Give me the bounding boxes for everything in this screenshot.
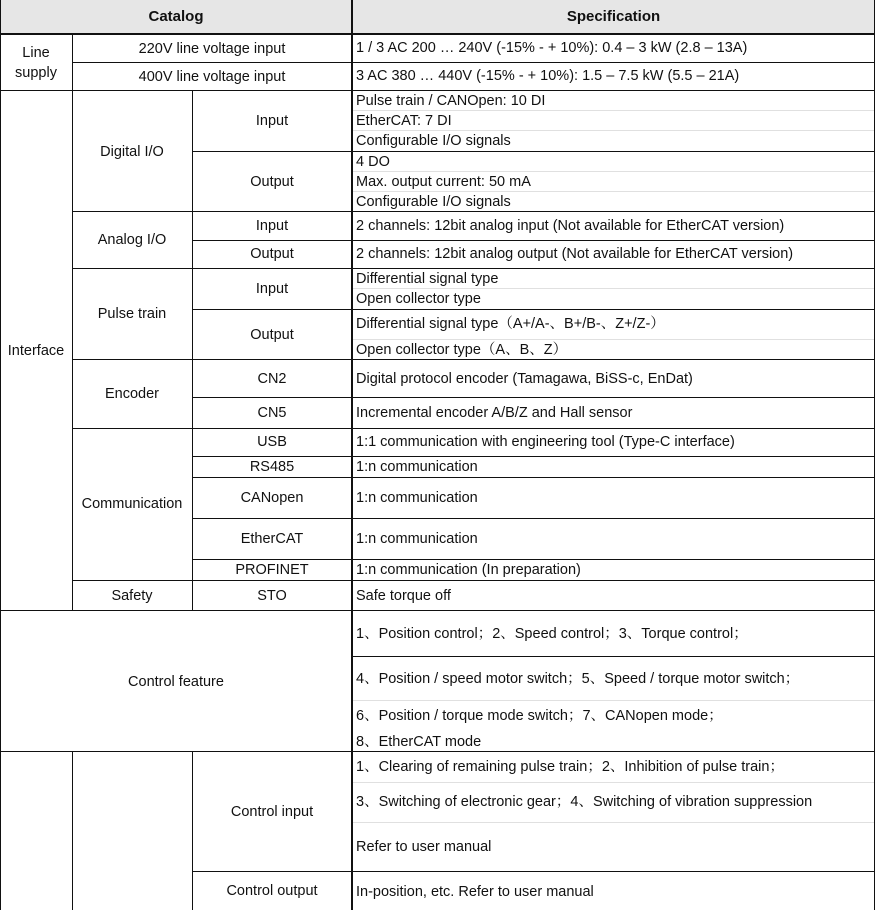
encoder-cn2-label: CN2 — [257, 371, 287, 387]
grid-line — [351, 0, 353, 910]
control-input-line: Refer to user manual — [356, 839, 492, 855]
interface-label: Interface — [7, 343, 65, 359]
digital-output-spec-line: Max. output current: 50 mA — [356, 174, 531, 190]
pulse-input-spec-line: Differential signal type — [356, 271, 499, 287]
grid-line — [192, 91, 193, 611]
comm-usb-label: USB — [257, 434, 287, 450]
grid-line — [192, 752, 193, 910]
line-supply-220v-label: 220V line voltage input — [138, 41, 286, 57]
comm-canopen-spec: 1:n communication — [356, 490, 478, 506]
grid-line — [72, 752, 73, 910]
line-supply-400v-label: 400V line voltage input — [138, 69, 286, 85]
pulse-input-spec-line: Open collector type — [356, 291, 481, 307]
comm-profinet-label: PROFINET — [235, 561, 309, 578]
digital-io-output-label: Output — [250, 173, 294, 190]
digital-input-spec-line: Pulse train / CANOpen: 10 DI — [356, 93, 546, 109]
comm-canopen-label: CANopen — [240, 490, 304, 506]
digital-input-spec-line: Configurable I/O signals — [356, 133, 511, 149]
row-divider — [353, 171, 874, 172]
grid-line — [352, 656, 875, 657]
grid-line — [72, 35, 73, 611]
comm-ethercat-spec: 1:n communication — [356, 531, 478, 547]
safety-sto-label: STO — [257, 587, 287, 604]
pulse-output-spec-line: Differential signal type（A+/A-、B+/B-、Z+/Z-） — [356, 316, 665, 332]
row-divider — [353, 782, 874, 783]
comm-usb-spec: 1:1 communication with engineering tool (Type-C interface) — [356, 434, 735, 450]
control-feature-line: 8、EtherCAT mode — [356, 734, 482, 750]
header-specification: Specification — [352, 0, 875, 33]
row-divider — [353, 822, 874, 823]
comm-ethercat-label: EtherCAT — [240, 531, 304, 547]
pulse-train-input-label: Input — [255, 280, 289, 297]
pulse-train-output-label: Output — [250, 326, 294, 343]
line-supply-label: Line supply — [15, 45, 57, 81]
digital-output-spec-line: Configurable I/O signals — [356, 194, 511, 210]
comm-profinet-spec: 1:n communication (In preparation) — [356, 562, 581, 578]
grid-line — [72, 62, 875, 63]
analog-input-spec: 2 channels: 12bit analog input (Not available for EtherCAT version) — [356, 218, 785, 234]
grid-line — [192, 871, 875, 872]
grid-line — [192, 240, 875, 241]
grid-line — [192, 397, 875, 398]
grid-line — [0, 751, 875, 752]
grid-line — [0, 33, 875, 35]
grid-line — [192, 151, 875, 152]
encoder-label: Encoder — [104, 386, 159, 402]
communication-label: Communication — [81, 496, 183, 512]
safety-spec: Safe torque off — [356, 588, 451, 604]
encoder-cn5-spec: Incremental encoder A/B/Z and Hall sensor — [356, 405, 633, 421]
control-output-label: Control output — [226, 883, 318, 899]
grid-line — [0, 0, 1, 910]
analog-output-spec: 2 channels: 12bit analog output (Not available for EtherCAT version) — [356, 246, 794, 262]
row-divider — [353, 288, 874, 289]
encoder-cn5-label: CN5 — [257, 405, 287, 421]
pulse-train-label: Pulse train — [97, 306, 167, 322]
digital-io-input-label: Input — [255, 113, 289, 129]
digital-input-spec-line: EtherCAT: 7 DI — [356, 113, 452, 129]
control-feature-label: Control feature — [128, 673, 224, 690]
grid-line — [0, 90, 875, 91]
grid-line — [192, 456, 875, 457]
safety-label: Safety — [111, 587, 153, 604]
grid-line — [0, 610, 875, 611]
grid-line — [192, 309, 875, 310]
row-divider — [353, 130, 874, 131]
row-divider — [353, 110, 874, 111]
comm-rs485-label: RS485 — [249, 458, 295, 475]
analog-io-output-label: Output — [250, 246, 294, 262]
grid-line — [192, 559, 875, 560]
row-divider — [353, 700, 874, 701]
grid-line — [192, 477, 875, 478]
digital-output-spec-line: 4 DO — [356, 154, 390, 170]
control-input-line: 3、Switching of electronic gear；4、Switching of vibration suppression — [356, 794, 813, 810]
control-input-line: 1、Clearing of remaining pulse train；2、Inhibition of pulse train； — [356, 759, 784, 775]
row-divider — [353, 191, 874, 192]
grid-line — [192, 518, 875, 519]
control-feature-line: 1、Position control；2、Speed control；3、Torque control； — [356, 626, 748, 642]
control-feature-line: 4、Position / speed motor switch；5、Speed / torque motor switch； — [356, 671, 800, 687]
digital-io-label: Digital I/O — [100, 143, 164, 160]
control-input-label: Control input — [230, 804, 314, 820]
encoder-cn2-spec: Digital protocol encoder (Tamagawa, BiSS-c, EnDat) — [356, 371, 693, 387]
header-catalog: Catalog — [0, 0, 352, 33]
analog-io-input-label: Input — [255, 218, 289, 234]
line-supply-400v-spec: 3 AC 380 … 440V (-15% - + 10%): 1.5 – 7.5 kW (5.5 – 21A) — [356, 68, 740, 84]
comm-rs485-spec: 1:n communication — [356, 459, 478, 475]
control-output-spec: In-position, etc. Refer to user manual — [356, 884, 594, 900]
pulse-output-spec-line: Open collector type（A、B、Z） — [356, 342, 568, 358]
analog-io-label: Analog I/O — [97, 232, 167, 248]
row-divider — [353, 339, 874, 340]
control-feature-line: 6、Position / torque mode switch；7、CANopen mode； — [356, 708, 723, 724]
line-supply-220v-spec: 1 / 3 AC 200 … 240V (-15% - + 10%): 0.4 – 3 kW (2.8 – 13A) — [356, 40, 748, 56]
